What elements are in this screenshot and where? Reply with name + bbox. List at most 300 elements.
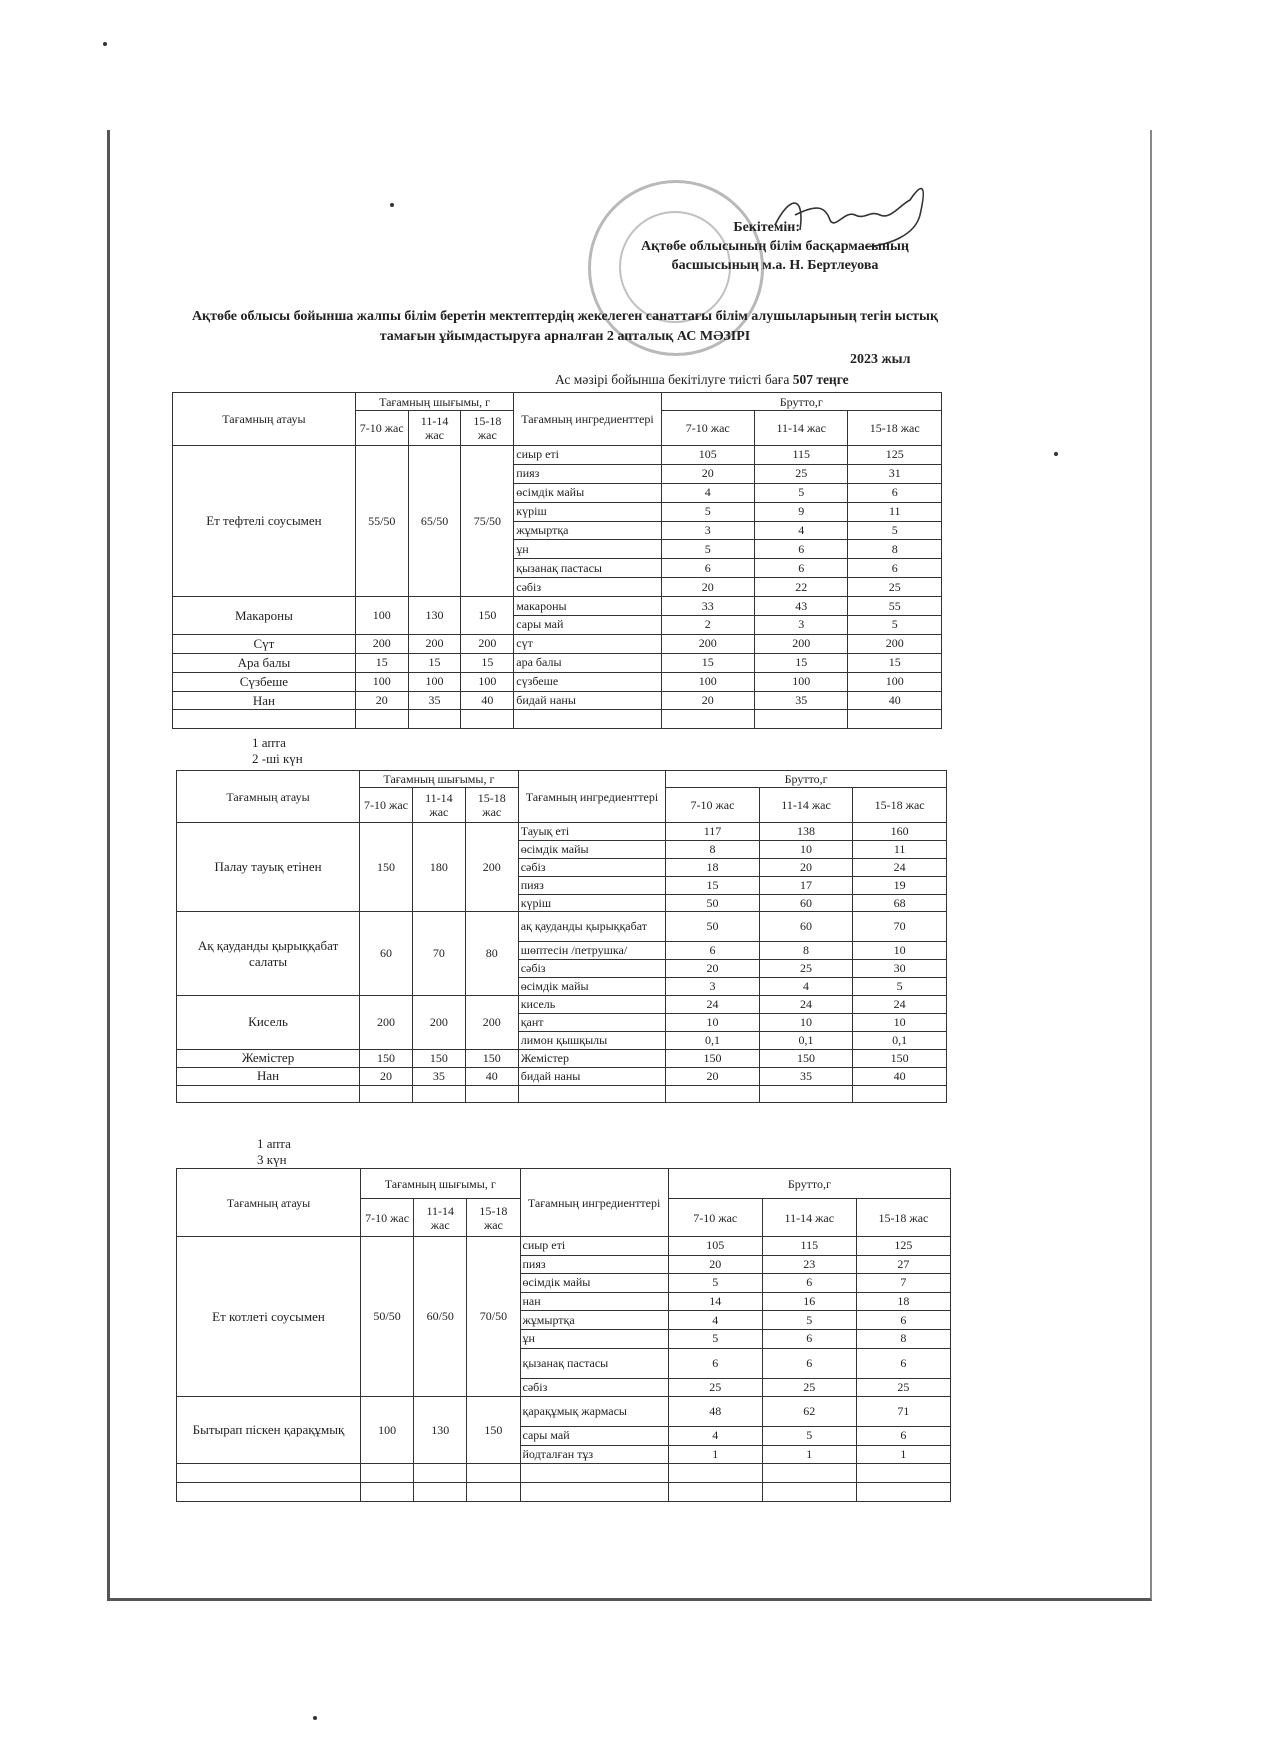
header-ingredients: Тағамның ингредиенттері: [520, 1169, 668, 1237]
blank-cell: [520, 1464, 668, 1483]
gross-7-10: 150: [666, 1049, 760, 1067]
header-gross-age2: 11-14 жас: [755, 411, 848, 446]
gross-15-18: 68: [853, 894, 947, 912]
yield-15-18: 150: [461, 597, 514, 635]
gross-15-18: 25: [848, 578, 942, 597]
gross-7-10: 20: [666, 1067, 760, 1085]
gross-15-18: 11: [853, 840, 947, 858]
dish-name: Жемістер: [177, 1049, 360, 1067]
approved-price: [555, 372, 849, 388]
gross-7-10: 6: [666, 942, 760, 960]
yield-15-18: 15: [461, 653, 514, 672]
yield-7-10: 60: [360, 912, 413, 996]
gross-7-10: 4: [668, 1311, 762, 1330]
gross-7-10: 5: [668, 1274, 762, 1293]
ingredient-name: йодталған тұз: [520, 1445, 668, 1464]
price-label: Ас мәзірі бойынша бекітілуге тиісті баға: [555, 372, 790, 387]
week-label: 1 апта: [257, 1136, 291, 1151]
header-gross-age1: 7-10 жас: [661, 411, 754, 446]
ingredient-name: күріш: [518, 894, 665, 912]
dish-name: Бытырап піскен қарақұмық: [177, 1397, 361, 1464]
table-row: [177, 1049, 947, 1067]
blank-row: [173, 710, 942, 729]
ingredient-name: шөптесін /петрушка/: [518, 942, 665, 960]
header-gross: Брутто,г: [666, 771, 947, 788]
gross-11-14: 6: [762, 1348, 856, 1378]
day-label: 3 күн: [257, 1152, 287, 1167]
header-dish: Тағамның атауы: [177, 771, 360, 823]
menu-table-day1: [172, 392, 942, 729]
header-gross-age1: 7-10 жас: [666, 788, 760, 823]
header-yield-age1: 7-10 жас: [360, 788, 413, 823]
gross-15-18: 24: [853, 996, 947, 1014]
gross-7-10: 20: [668, 1255, 762, 1274]
blank-cell: [856, 1464, 950, 1483]
gross-7-10: 5: [661, 502, 754, 521]
ingredient-name: күріш: [514, 502, 661, 521]
yield-7-10: 150: [360, 1049, 413, 1067]
gross-11-14: 10: [759, 840, 853, 858]
blank-cell: [518, 1085, 665, 1103]
gross-15-18: 30: [853, 960, 947, 978]
day-label: 2 -ші күн: [252, 751, 303, 766]
gross-15-18: 6: [856, 1311, 950, 1330]
ingredient-name: өсімдік майы: [514, 483, 661, 502]
header-gross-age2: 11-14 жас: [762, 1199, 856, 1237]
yield-15-18: 200: [465, 823, 518, 912]
blank-cell: [177, 1482, 361, 1501]
yield-15-18: 75/50: [461, 446, 514, 597]
ingredient-name: қызанақ пастасы: [520, 1348, 668, 1378]
approval-line-1: Бекітемін:: [733, 220, 800, 235]
yield-11-14: 100: [408, 672, 461, 691]
gross-15-18: 5: [848, 521, 942, 540]
gross-15-18: 5: [848, 616, 942, 635]
ingredient-name: сәбіз: [520, 1378, 668, 1397]
blank-cell: [668, 1464, 762, 1483]
gross-7-10: 5: [661, 540, 754, 559]
week-label: 1 апта: [252, 735, 286, 750]
blank-cell: [856, 1482, 950, 1501]
dish-name: Нан: [173, 691, 356, 710]
ingredient-name: қарақұмық жармасы: [520, 1397, 668, 1427]
gross-15-18: 6: [856, 1427, 950, 1446]
gross-15-18: 8: [848, 540, 942, 559]
ingredient-name: ара балы: [514, 653, 661, 672]
table-row: [173, 634, 942, 653]
yield-11-14: 35: [412, 1067, 465, 1085]
ingredient-name: кисель: [518, 996, 665, 1014]
ingredient-name: өсімдік майы: [520, 1274, 668, 1293]
gross-7-10: 105: [661, 446, 754, 465]
table-row: [173, 446, 942, 465]
yield-11-14: 200: [412, 996, 465, 1050]
ingredient-name: пияз: [520, 1255, 668, 1274]
gross-15-18: 100: [848, 672, 942, 691]
gross-11-14: 10: [759, 1014, 853, 1032]
ingredient-name: бидай наны: [518, 1067, 665, 1085]
gross-11-14: 43: [755, 597, 848, 616]
blank-row: [177, 1482, 951, 1501]
header-yield: Тағамның шығымы, г: [360, 771, 519, 788]
table-row: [177, 1397, 951, 1427]
ingredient-name: сары май: [520, 1427, 668, 1446]
header-ingredients: Тағамның ингредиенттері: [514, 393, 661, 446]
dish-name: Сүзбеше: [173, 672, 356, 691]
gross-15-18: 10: [853, 1014, 947, 1032]
gross-15-18: 7: [856, 1274, 950, 1293]
header-yield-age3: 15-18 жас: [461, 411, 514, 446]
dish-name: Ет котлеті соусымен: [177, 1237, 361, 1397]
table-row: [177, 996, 947, 1014]
gross-11-14: 6: [762, 1329, 856, 1348]
blank-cell: [661, 710, 754, 729]
gross-15-18: 71: [856, 1397, 950, 1427]
ingredient-name: сүт: [514, 634, 661, 653]
ingredient-name: пияз: [514, 464, 661, 483]
gross-15-18: 10: [853, 942, 947, 960]
gross-7-10: 20: [661, 691, 754, 710]
header-yield-age2: 11-14 жас: [414, 1199, 467, 1237]
gross-7-10: 1: [668, 1445, 762, 1464]
gross-15-18: 200: [848, 634, 942, 653]
yield-11-14: 130: [408, 597, 461, 635]
gross-11-14: 8: [759, 942, 853, 960]
ingredient-name: сүзбеше: [514, 672, 661, 691]
day2-label: [252, 735, 303, 767]
yield-7-10: 15: [355, 653, 408, 672]
yield-11-14: 35: [408, 691, 461, 710]
scan-speck: [390, 203, 394, 207]
gross-11-14: 60: [759, 894, 853, 912]
header-dish: Тағамның атауы: [177, 1169, 361, 1237]
blank-cell: [514, 710, 661, 729]
ingredient-name: нан: [520, 1292, 668, 1311]
header-yield-age2: 11-14 жас: [412, 788, 465, 823]
gross-11-14: 6: [762, 1274, 856, 1293]
gross-7-10: 48: [668, 1397, 762, 1427]
ingredient-name: Тауық еті: [518, 823, 665, 841]
gross-11-14: 150: [759, 1049, 853, 1067]
yield-7-10: 55/50: [355, 446, 408, 597]
gross-7-10: 50: [666, 894, 760, 912]
gross-11-14: 35: [755, 691, 848, 710]
yield-7-10: 20: [355, 691, 408, 710]
gross-7-10: 200: [661, 634, 754, 653]
gross-11-14: 25: [759, 960, 853, 978]
gross-11-14: 60: [759, 912, 853, 942]
gross-15-18: 5: [853, 978, 947, 996]
table-row: [173, 691, 942, 710]
ingredient-name: қант: [518, 1014, 665, 1032]
yield-15-18: 40: [465, 1067, 518, 1085]
scan-speck: [313, 1716, 317, 1720]
yield-11-14: 70: [412, 912, 465, 996]
header-ingredients: Тағамның ингредиенттері: [518, 771, 665, 823]
gross-7-10: 4: [661, 483, 754, 502]
yield-11-14: 200: [408, 634, 461, 653]
gross-11-14: 0,1: [759, 1031, 853, 1049]
gross-7-10: 6: [661, 559, 754, 578]
ingredient-name: макароны: [514, 597, 661, 616]
blank-cell: [759, 1085, 853, 1103]
gross-11-14: 6: [755, 559, 848, 578]
ingredient-name: сиыр еті: [514, 446, 661, 465]
gross-7-10: 6: [668, 1348, 762, 1378]
gross-7-10: 3: [666, 978, 760, 996]
gross-11-14: 62: [762, 1397, 856, 1427]
table-row: [173, 672, 942, 691]
blank-row: [177, 1464, 951, 1483]
gross-7-10: 15: [666, 876, 760, 894]
blank-cell: [360, 1085, 413, 1103]
gross-11-14: 35: [759, 1067, 853, 1085]
header-gross-age1: 7-10 жас: [668, 1199, 762, 1237]
gross-15-18: 6: [856, 1348, 950, 1378]
ingredient-name: қызанақ пастасы: [514, 559, 661, 578]
header-yield-age3: 15-18 жас: [465, 788, 518, 823]
approval-line-3: басшысының м.а. Н. Бертлеуова: [671, 258, 879, 273]
dish-name: Ет тефтелі соусымен: [173, 446, 356, 597]
table-row: [173, 653, 942, 672]
ingredient-name: ұн: [520, 1329, 668, 1348]
blank-cell: [461, 710, 514, 729]
yield-11-14: 65/50: [408, 446, 461, 597]
blank-cell: [668, 1482, 762, 1501]
gross-11-14: 4: [759, 978, 853, 996]
blank-cell: [848, 710, 942, 729]
yield-11-14: 150: [412, 1049, 465, 1067]
dish-name: Ара балы: [173, 653, 356, 672]
gross-11-14: 6: [755, 540, 848, 559]
gross-7-10: 20: [661, 464, 754, 483]
yield-11-14: 60/50: [414, 1237, 467, 1397]
gross-15-18: 18: [856, 1292, 950, 1311]
gross-11-14: 1: [762, 1445, 856, 1464]
gross-15-18: 40: [848, 691, 942, 710]
gross-15-18: 160: [853, 823, 947, 841]
document-title: Ақтөбе облысы бойынша жалпы білім беретін мектептердің жекелеген санаттағы білім алушыларының тегін ыстық тамағын ұйымдастыруға арналған 2 апталық АС МӘЗІРІ: [191, 309, 939, 344]
gross-11-14: 115: [762, 1237, 856, 1256]
header-yield: Тағамның шығымы, г: [361, 1169, 520, 1199]
header-yield-age1: 7-10 жас: [361, 1199, 414, 1237]
gross-7-10: 100: [661, 672, 754, 691]
yield-7-10: 200: [355, 634, 408, 653]
yield-15-18: 200: [465, 996, 518, 1050]
table-row: [177, 823, 947, 841]
gross-15-18: 125: [848, 446, 942, 465]
gross-11-14: 5: [755, 483, 848, 502]
gross-7-10: 105: [668, 1237, 762, 1256]
gross-7-10: 25: [668, 1378, 762, 1397]
approval-block: [610, 218, 940, 275]
gross-7-10: 8: [666, 840, 760, 858]
gross-7-10: 20: [666, 960, 760, 978]
ingredient-name: сиыр еті: [520, 1237, 668, 1256]
header-yield-age1: 7-10 жас: [355, 411, 408, 446]
blank-cell: [177, 1085, 360, 1103]
blank-cell: [173, 710, 356, 729]
gross-11-14: 5: [762, 1311, 856, 1330]
header-gross-age3: 15-18 жас: [853, 788, 947, 823]
header-yield-age3: 15-18 жас: [467, 1199, 520, 1237]
menu-table-day2: [176, 770, 947, 1103]
yield-7-10: 200: [360, 996, 413, 1050]
gross-11-14: 15: [755, 653, 848, 672]
blank-row: [177, 1085, 947, 1103]
gross-7-10: 33: [661, 597, 754, 616]
gross-15-18: 6: [848, 483, 942, 502]
gross-15-18: 27: [856, 1255, 950, 1274]
gross-11-14: 5: [762, 1427, 856, 1446]
gross-7-10: 20: [661, 578, 754, 597]
gross-15-18: 19: [853, 876, 947, 894]
gross-7-10: 117: [666, 823, 760, 841]
gross-7-10: 0,1: [666, 1031, 760, 1049]
header-gross: Брутто,г: [668, 1169, 950, 1199]
gross-7-10: 50: [666, 912, 760, 942]
gross-15-18: 15: [848, 653, 942, 672]
yield-11-14: 130: [414, 1397, 467, 1464]
ingredient-name: сәбіз: [514, 578, 661, 597]
gross-15-18: 6: [848, 559, 942, 578]
yield-15-18: 70/50: [467, 1237, 520, 1397]
header-yield-age2: 11-14 жас: [408, 411, 461, 446]
dish-name: Сүт: [173, 634, 356, 653]
yield-15-18: 80: [465, 912, 518, 996]
gross-15-18: 1: [856, 1445, 950, 1464]
table-row: [177, 912, 947, 942]
ingredient-name: ақ қауданды қырыққабат: [518, 912, 665, 942]
ingredient-name: жұмыртқа: [520, 1311, 668, 1330]
blank-cell: [762, 1464, 856, 1483]
price-value: 507 теңге: [792, 372, 849, 387]
gross-11-14: 115: [755, 446, 848, 465]
header-gross-age2: 11-14 жас: [759, 788, 853, 823]
yield-7-10: 100: [355, 597, 408, 635]
ingredient-name: өсімдік майы: [518, 840, 665, 858]
blank-cell: [467, 1464, 520, 1483]
gross-15-18: 25: [856, 1378, 950, 1397]
ingredient-name: сәбіз: [518, 858, 665, 876]
yield-7-10: 100: [361, 1397, 414, 1464]
blank-cell: [414, 1464, 467, 1483]
day3-label: [257, 1136, 291, 1168]
ingredient-name: сары май: [514, 616, 661, 635]
gross-7-10: 15: [661, 653, 754, 672]
blank-cell: [361, 1482, 414, 1501]
dish-name: Кисель: [177, 996, 360, 1050]
gross-11-14: 4: [755, 521, 848, 540]
blank-cell: [355, 710, 408, 729]
ingredient-name: өсімдік майы: [518, 978, 665, 996]
yield-15-18: 150: [467, 1397, 520, 1464]
ingredient-name: ұн: [514, 540, 661, 559]
blank-cell: [755, 710, 848, 729]
scan-speck: [1054, 452, 1058, 456]
ingredient-name: бидай наны: [514, 691, 661, 710]
blank-cell: [666, 1085, 760, 1103]
gross-7-10: 4: [668, 1427, 762, 1446]
yield-15-18: 150: [465, 1049, 518, 1067]
gross-11-14: 20: [759, 858, 853, 876]
blank-cell: [177, 1464, 361, 1483]
header-yield: Тағамның шығымы, г: [355, 393, 513, 411]
gross-7-10: 14: [668, 1292, 762, 1311]
blank-cell: [465, 1085, 518, 1103]
dish-name: Макароны: [173, 597, 356, 635]
yield-7-10: 50/50: [361, 1237, 414, 1397]
gross-11-14: 25: [762, 1378, 856, 1397]
dish-name: Нан: [177, 1067, 360, 1085]
gross-15-18: 125: [856, 1237, 950, 1256]
ingredient-name: пияз: [518, 876, 665, 894]
yield-11-14: 180: [412, 823, 465, 912]
header-gross-age3: 15-18 жас: [856, 1199, 950, 1237]
gross-11-14: 23: [762, 1255, 856, 1274]
blank-cell: [361, 1464, 414, 1483]
blank-cell: [414, 1482, 467, 1501]
gross-11-14: 17: [759, 876, 853, 894]
blank-cell: [853, 1085, 947, 1103]
table-row: [177, 1237, 951, 1256]
gross-15-18: 31: [848, 464, 942, 483]
yield-7-10: 20: [360, 1067, 413, 1085]
gross-11-14: 16: [762, 1292, 856, 1311]
document-year: 2023 жыл: [850, 352, 911, 367]
scan-speck: [103, 42, 107, 46]
gross-15-18: 0,1: [853, 1031, 947, 1049]
gross-11-14: 138: [759, 823, 853, 841]
gross-15-18: 55: [848, 597, 942, 616]
blank-cell: [467, 1482, 520, 1501]
ingredient-name: жұмыртқа: [514, 521, 661, 540]
gross-7-10: 2: [661, 616, 754, 635]
gross-15-18: 150: [853, 1049, 947, 1067]
gross-15-18: 40: [853, 1067, 947, 1085]
blank-cell: [520, 1482, 668, 1501]
blank-cell: [412, 1085, 465, 1103]
yield-7-10: 100: [355, 672, 408, 691]
gross-11-14: 25: [755, 464, 848, 483]
gross-15-18: 70: [853, 912, 947, 942]
dish-name: Ақ қауданды қырыққабат салаты: [177, 912, 360, 996]
gross-11-14: 9: [755, 502, 848, 521]
gross-7-10: 5: [668, 1329, 762, 1348]
yield-15-18: 40: [461, 691, 514, 710]
gross-15-18: 24: [853, 858, 947, 876]
gross-7-10: 3: [661, 521, 754, 540]
header-dish: Тағамның атауы: [173, 393, 356, 446]
ingredient-name: сәбіз: [518, 960, 665, 978]
yield-15-18: 100: [461, 672, 514, 691]
gross-7-10: 18: [666, 858, 760, 876]
table-row: [177, 1067, 947, 1085]
table-row: [173, 597, 942, 616]
header-gross-age3: 15-18 жас: [848, 411, 942, 446]
gross-11-14: 24: [759, 996, 853, 1014]
dish-name: Палау тауық етінен: [177, 823, 360, 912]
yield-7-10: 150: [360, 823, 413, 912]
blank-cell: [408, 710, 461, 729]
gross-11-14: 3: [755, 616, 848, 635]
gross-11-14: 200: [755, 634, 848, 653]
blank-cell: [762, 1482, 856, 1501]
ingredient-name: лимон қышқылы: [518, 1031, 665, 1049]
gross-7-10: 24: [666, 996, 760, 1014]
approval-line-2: Ақтөбе облысының білім басқармасының: [641, 239, 909, 254]
yield-11-14: 15: [408, 653, 461, 672]
